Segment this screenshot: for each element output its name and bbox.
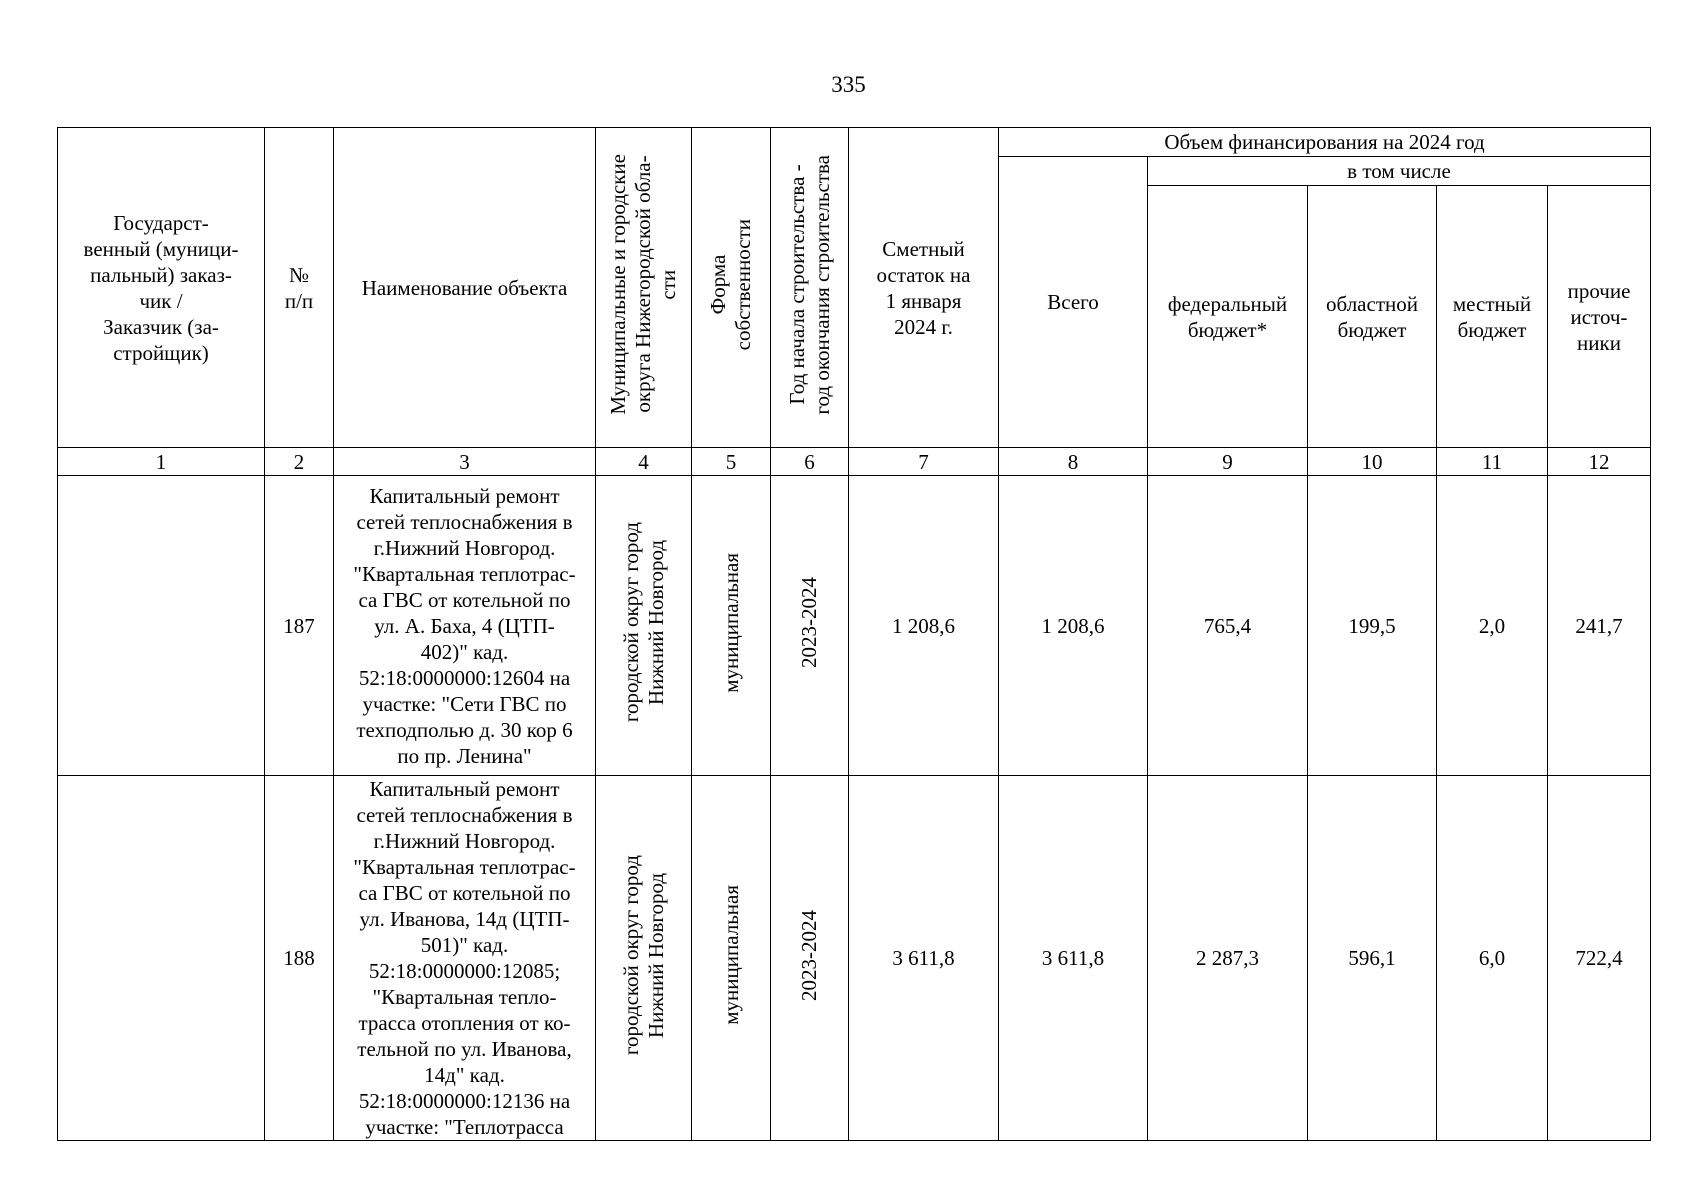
header-including: в том числе [1148, 157, 1651, 186]
header-funding-title: Объем финансирования на 2024 год [999, 128, 1651, 157]
row-years: 2023-2024 [771, 476, 849, 776]
row-total: 1 208,6 [999, 476, 1148, 776]
column-number: 2 [265, 448, 334, 476]
row-object-name: Капитальный ремонт сетей теплоснабжения в г.Нижний Новгород. "Квартальная теплотрас- са ГВС от котельной по ул. Иванова, 14д (ЦТП- 501)" кад. 52:18:0000000:12085; "Квартальная тепло- трасса отопления от ко- тельной по ул. Иванова, 14д" кад. 52:18:0000000:12136 на участке: "Теплотрасса [334, 776, 596, 1141]
header-other: прочие источ- ники [1548, 186, 1651, 448]
header-row-1 [58, 128, 1651, 157]
row-num: 188 [265, 776, 334, 1141]
header-estimate: Сметный остаток на 1 января 2024 г. [849, 128, 999, 448]
row-local: 2,0 [1437, 476, 1548, 776]
page-number: 335 [831, 72, 866, 97]
header-num: № п/п [265, 128, 334, 448]
row-num: 187 [265, 476, 334, 776]
column-number: 8 [999, 448, 1148, 476]
row-object-name: Капитальный ремонт сетей теплоснабжения в г.Нижний Новгород. "Квартальная теплотрас- са ГВС от котельной по ул. А. Баха, 4 (ЦТП- 402)" кад. 52:18:0000000:12604 на участке: "Сети ГВС по техподполью д. 30 кор 6 по пр. Ленина" [334, 476, 596, 776]
row-other: 722,4 [1548, 776, 1651, 1141]
column-number: 5 [692, 448, 771, 476]
row-estimate: 1 208,6 [849, 476, 999, 776]
column-number: 7 [849, 448, 999, 476]
header-ownership: Форма собственности [692, 128, 771, 448]
header-regional: областной бюджет [1308, 186, 1437, 448]
column-number: 3 [334, 448, 596, 476]
header-customer: Государст- венный (муници- пальный) заказ- чик / Заказчик (за- стройщик) [58, 128, 265, 448]
row-local: 6,0 [1437, 776, 1548, 1141]
row-estimate: 3 611,8 [849, 776, 999, 1141]
column-number: 10 [1308, 448, 1437, 476]
column-number: 11 [1437, 448, 1548, 476]
table-row [58, 476, 1651, 776]
row-municipality: городской округ город Нижний Новгород [596, 776, 692, 1141]
table-row [58, 776, 1651, 1141]
row-ownership: муниципальная [692, 476, 771, 776]
row-other: 241,7 [1548, 476, 1651, 776]
row-federal: 2 287,3 [1148, 776, 1308, 1141]
column-number: 12 [1548, 448, 1651, 476]
header-total: Всего [999, 157, 1148, 448]
header-federal: федеральный бюджет* [1148, 186, 1308, 448]
column-number: 1 [58, 448, 265, 476]
column-number: 4 [596, 448, 692, 476]
header-object-name: Наименование объекта [334, 128, 596, 448]
row-customer [58, 776, 265, 1141]
row-ownership: муниципальная [692, 776, 771, 1141]
header-local: местный бюджет [1437, 186, 1548, 448]
row-years: 2023-2024 [771, 776, 849, 1141]
header-years: Год начала строительства - год окончания строительства [771, 128, 849, 448]
financing-table [57, 127, 1651, 1141]
column-number: 9 [1148, 448, 1308, 476]
row-municipality: городской округ город Нижний Новгород [596, 476, 692, 776]
row-total: 3 611,8 [999, 776, 1148, 1141]
column-number: 6 [771, 448, 849, 476]
row-regional: 199,5 [1308, 476, 1437, 776]
row-regional: 596,1 [1308, 776, 1437, 1141]
row-customer [58, 476, 265, 776]
column-number-row [58, 448, 1651, 476]
row-federal: 765,4 [1148, 476, 1308, 776]
header-municipality: Муниципальные и городские округа Нижегородской обла- сти [596, 128, 692, 448]
